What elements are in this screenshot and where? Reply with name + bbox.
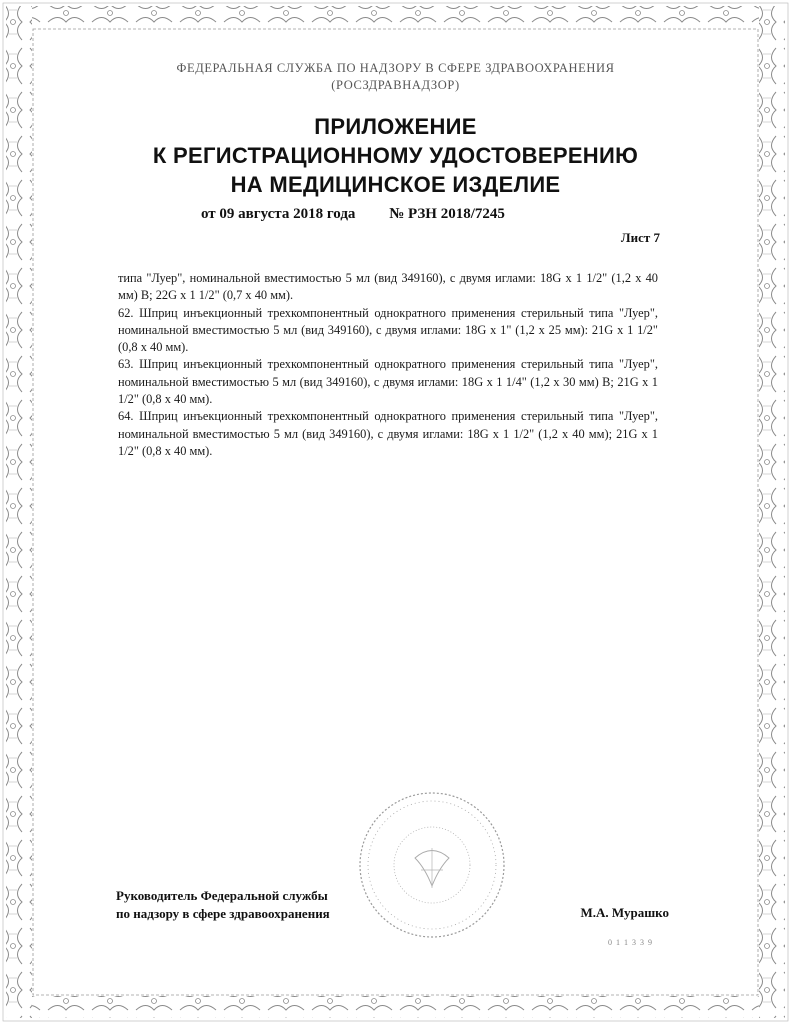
document-title — [0, 112, 791, 199]
agency-name: ФЕДЕРАЛЬНАЯ СЛУЖБА ПО НАДЗОРУ В СФЕРЕ ЗДРАВООХРАНЕНИЯ — [176, 61, 615, 75]
signer-position — [116, 887, 330, 923]
signer-position-line-1: Руководитель Федеральной службы — [116, 888, 328, 903]
serial-number: 0 1 1 3 3 9 — [608, 938, 653, 947]
item-list — [118, 270, 658, 460]
agency-abbreviation: (РОСЗДРАВНАДЗОР) — [331, 78, 460, 92]
registration-number: № РЗН 2018/7245 — [389, 206, 505, 222]
official-seal — [355, 788, 510, 943]
registration-date: от 09 августа 2018 года — [201, 206, 356, 222]
list-item: 62. Шприц инъекционный трехкомпонентный однократного применения стерильный типа "Луер", номинальной вместимостью 5 мл (вид 349160), с двумя иглами: 18G x 1" (1,2 x 25 мм): 21G x 1 1/2" (0,8 x 40 мм). — [118, 305, 658, 355]
signer-position-line-2: по надзору в сфере здравоохранения — [116, 906, 330, 921]
title-line-1: ПРИЛОЖЕНИЕ — [314, 114, 477, 139]
title-line-3: НА МЕДИЦИНСКОЕ ИЗДЕЛИЕ — [230, 172, 561, 197]
sheet-number: Лист 7 — [620, 230, 660, 245]
title-line-2: К РЕГИСТРАЦИОННОМУ УДОСТОВЕРЕНИЮ — [152, 143, 639, 168]
signer-name: М.А. Мурашко — [580, 905, 669, 920]
registration-line — [201, 206, 505, 223]
list-item: 63. Шприц инъекционный трехкомпонентный однократного применения стерильный типа "Луер", номинальной вместимостью 5 мл (вид 349160), с двумя иглами: 18G x 1 1/4" (1,2 x 30 мм) В; 21G x 1 1/2" (0,8 x 40 мм). — [118, 357, 658, 407]
list-item: типа "Луер", номинальной вместимостью 5 мл (вид 349160), с двумя иглами: 18G x 1 1/2" (1,2 x 40 мм) В; 22G x 1 1/2" (0,7 x 40 мм). — [118, 271, 658, 303]
agency-header — [0, 60, 791, 94]
list-item: 64. Шприц инъекционный трехкомпонентный однократного применения стерильный типа "Луер", номинальной вместимостью 5 мл (вид 349160), с двумя иглами: 18G x 1 1/2" (1,2 x 40 мм); 21G x 1 1/2" (0,8 x 40 мм). — [118, 409, 658, 458]
